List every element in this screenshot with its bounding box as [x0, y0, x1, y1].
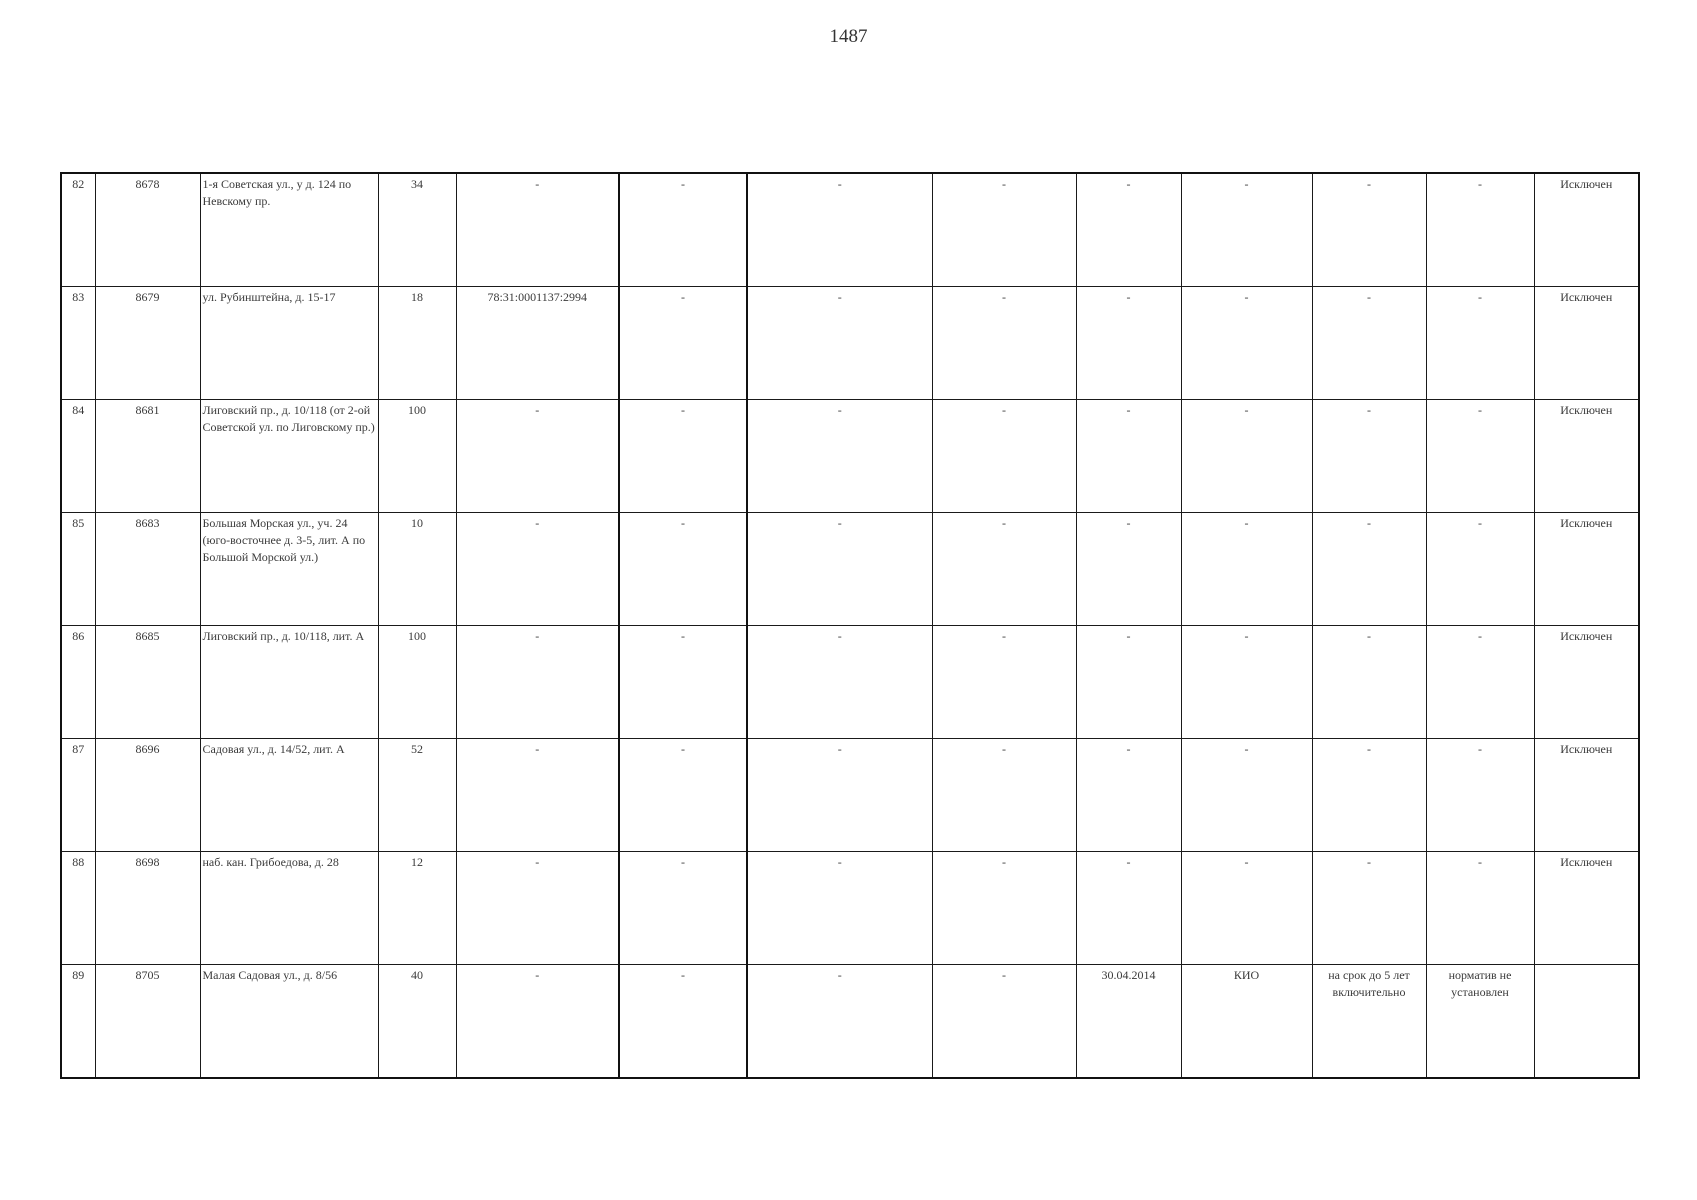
object-id: 8683: [95, 513, 200, 626]
date-cell: -: [1076, 626, 1181, 739]
column-6-cell: -: [619, 173, 747, 287]
address-cell: Лиговский пр., д. 10/118, лит. А: [200, 626, 378, 739]
date-cell: -: [1076, 400, 1181, 513]
area-cell: 34: [378, 173, 456, 287]
object-id: 8705: [95, 965, 200, 1079]
status-cell: Исключен: [1534, 739, 1639, 852]
object-id: 8679: [95, 287, 200, 400]
organization-cell: -: [1181, 739, 1312, 852]
row-number: 82: [61, 173, 95, 287]
norm-cell: -: [1426, 852, 1534, 965]
column-6-cell: -: [619, 287, 747, 400]
column-6-cell: -: [619, 739, 747, 852]
column-6-cell: -: [619, 965, 747, 1079]
address-cell: Малая Садовая ул., д. 8/56: [200, 965, 378, 1079]
norm-cell: -: [1426, 400, 1534, 513]
object-id: 8685: [95, 626, 200, 739]
status-cell: Исключен: [1534, 626, 1639, 739]
norm-cell: -: [1426, 287, 1534, 400]
norm-cell: -: [1426, 626, 1534, 739]
column-8-cell: -: [932, 513, 1076, 626]
term-cell: на срок до 5 лет включительно: [1312, 965, 1426, 1079]
column-7-cell: -: [747, 513, 932, 626]
address-cell: Лиговский пр., д. 10/118 (от 2-ой Советской ул. по Лиговскому пр.): [200, 400, 378, 513]
organization-cell: КИО: [1181, 965, 1312, 1079]
column-8-cell: -: [932, 852, 1076, 965]
cadastral-cell: -: [456, 626, 619, 739]
table-row: [61, 173, 1639, 287]
column-8-cell: -: [932, 173, 1076, 287]
row-number: 87: [61, 739, 95, 852]
organization-cell: -: [1181, 287, 1312, 400]
cadastral-cell: -: [456, 739, 619, 852]
table-row: [61, 965, 1639, 1079]
table-row: [61, 513, 1639, 626]
date-cell: -: [1076, 173, 1181, 287]
term-cell: -: [1312, 287, 1426, 400]
page-number: 1487: [829, 26, 868, 47]
column-6-cell: -: [619, 400, 747, 513]
column-8-cell: -: [932, 739, 1076, 852]
status-cell: Исключен: [1534, 513, 1639, 626]
address-cell: Садовая ул., д. 14/52, лит. А: [200, 739, 378, 852]
address-cell: 1-я Советская ул., у д. 124 по Невскому пр.: [200, 173, 378, 287]
row-number: 84: [61, 400, 95, 513]
area-cell: 52: [378, 739, 456, 852]
status-cell: Исключен: [1534, 852, 1639, 965]
area-cell: 100: [378, 400, 456, 513]
object-id: 8696: [95, 739, 200, 852]
row-number: 88: [61, 852, 95, 965]
organization-cell: -: [1181, 513, 1312, 626]
object-id: 8698: [95, 852, 200, 965]
column-8-cell: -: [932, 626, 1076, 739]
term-cell: -: [1312, 400, 1426, 513]
status-cell: Исключен: [1534, 173, 1639, 287]
column-7-cell: -: [747, 739, 932, 852]
area-cell: 12: [378, 852, 456, 965]
object-id: 8678: [95, 173, 200, 287]
column-8-cell: -: [932, 965, 1076, 1079]
row-number: 83: [61, 287, 95, 400]
date-cell: -: [1076, 739, 1181, 852]
cadastral-cell: -: [456, 173, 619, 287]
column-7-cell: -: [747, 965, 932, 1079]
address-cell: Большая Морская ул., уч. 24 (юго-восточнее д. 3-5, лит. А по Большой Морской ул.): [200, 513, 378, 626]
date-cell: -: [1076, 852, 1181, 965]
column-7-cell: -: [747, 400, 932, 513]
address-cell: ул. Рубинштейна, д. 15-17: [200, 287, 378, 400]
cadastral-cell: -: [456, 965, 619, 1079]
table-row: [61, 287, 1639, 400]
date-cell: -: [1076, 287, 1181, 400]
term-cell: -: [1312, 513, 1426, 626]
row-number: 89: [61, 965, 95, 1079]
cadastral-cell: 78:31:0001137:2994: [456, 287, 619, 400]
status-cell: [1534, 965, 1639, 1079]
term-cell: -: [1312, 852, 1426, 965]
organization-cell: -: [1181, 852, 1312, 965]
column-7-cell: -: [747, 626, 932, 739]
object-id: 8681: [95, 400, 200, 513]
row-number: 86: [61, 626, 95, 739]
column-7-cell: -: [747, 852, 932, 965]
cadastral-cell: -: [456, 852, 619, 965]
column-6-cell: -: [619, 626, 747, 739]
column-6-cell: -: [619, 852, 747, 965]
area-cell: 40: [378, 965, 456, 1079]
column-7-cell: -: [747, 173, 932, 287]
table-row: [61, 852, 1639, 965]
term-cell: -: [1312, 739, 1426, 852]
table-row: [61, 626, 1639, 739]
data-table: [60, 172, 1640, 1079]
organization-cell: -: [1181, 173, 1312, 287]
term-cell: -: [1312, 626, 1426, 739]
norm-cell: норматив не установлен: [1426, 965, 1534, 1079]
norm-cell: -: [1426, 173, 1534, 287]
column-7-cell: -: [747, 287, 932, 400]
term-cell: -: [1312, 173, 1426, 287]
status-cell: Исключен: [1534, 400, 1639, 513]
status-cell: Исключен: [1534, 287, 1639, 400]
organization-cell: -: [1181, 626, 1312, 739]
cadastral-cell: -: [456, 513, 619, 626]
row-number: 85: [61, 513, 95, 626]
organization-cell: -: [1181, 400, 1312, 513]
table-row: [61, 400, 1639, 513]
area-cell: 10: [378, 513, 456, 626]
address-cell: наб. кан. Грибоедова, д. 28: [200, 852, 378, 965]
date-cell: -: [1076, 513, 1181, 626]
cadastral-cell: -: [456, 400, 619, 513]
column-8-cell: -: [932, 287, 1076, 400]
norm-cell: -: [1426, 513, 1534, 626]
area-cell: 18: [378, 287, 456, 400]
column-8-cell: -: [932, 400, 1076, 513]
date-cell: 30.04.2014: [1076, 965, 1181, 1079]
area-cell: 100: [378, 626, 456, 739]
table-row: [61, 739, 1639, 852]
norm-cell: -: [1426, 739, 1534, 852]
column-6-cell: -: [619, 513, 747, 626]
